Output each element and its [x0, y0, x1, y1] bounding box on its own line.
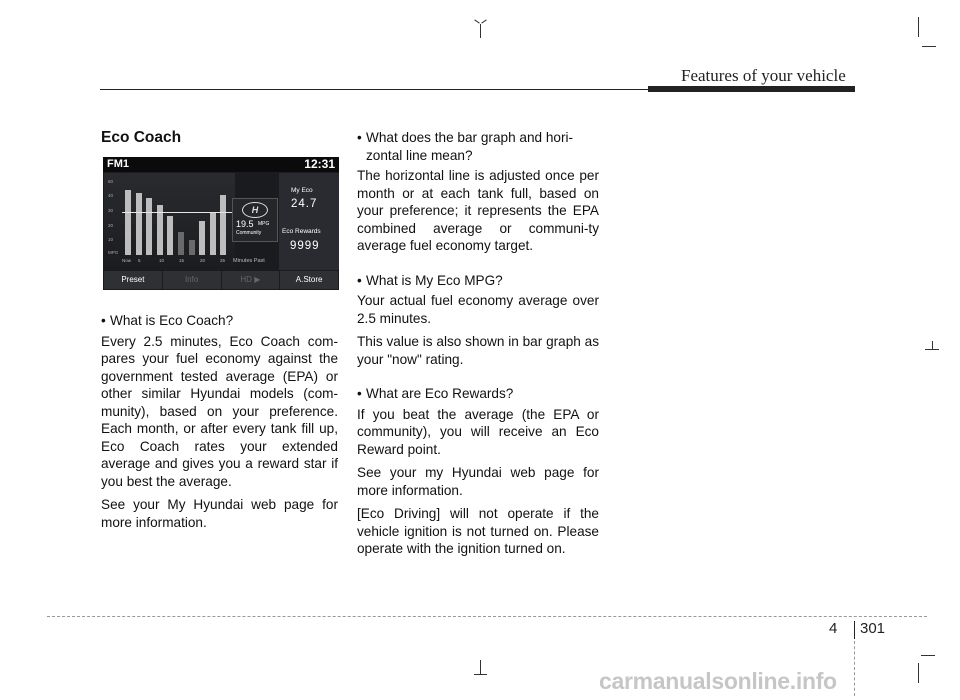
x-tick: 15	[179, 258, 185, 263]
eco-coach-screen	[103, 157, 339, 290]
crop-mark-bottom-v	[480, 660, 481, 674]
crop-mark-top-v	[480, 24, 481, 38]
graph-bar	[136, 193, 142, 255]
bullet-icon: •	[101, 313, 106, 328]
target-line	[122, 212, 234, 213]
paragraph: Every 2.5 minutes, Eco Coach com-pares your fuel economy against the government tested average (EPA) or other similar Hyundai models (com-munity), based on your preference. Each month, or after every tank fill up, Eco Coach rates your extended average and gives you a reward star if you best the average.	[101, 333, 338, 489]
bullet-item	[357, 272, 599, 290]
eco-panel	[279, 173, 339, 270]
mpg-bar-graph	[104, 173, 235, 270]
badge-value: 19.5	[236, 219, 254, 229]
community-badge	[232, 198, 278, 242]
paragraph: See your My Hyundai web page for more information.	[101, 497, 338, 530]
info-button[interactable]: Info	[163, 271, 221, 289]
bullet-item	[357, 385, 599, 403]
crop-mark-right-h	[925, 349, 939, 350]
crop-mark-br-v	[918, 663, 919, 683]
page-number-divider	[854, 621, 855, 639]
right-column	[357, 129, 599, 558]
paragraph: Your actual fuel economy average over 2.5 minutes.	[357, 293, 599, 326]
x-tick: 20	[200, 258, 206, 263]
preset-button[interactable]: Preset	[104, 271, 162, 289]
question-text: What is Eco Coach?	[110, 313, 234, 328]
badge-label: Community	[236, 230, 262, 236]
crop-mark-right-v	[932, 341, 933, 349]
bullet-item	[101, 312, 338, 330]
crop-mark-bottom-h	[474, 674, 487, 675]
paragraph: This value is also shown in bar graph as your "now" rating.	[357, 334, 599, 367]
eco-rewards-label: Eco Rewards	[282, 228, 321, 235]
crop-mark-tr-h	[922, 46, 936, 47]
eco-rewards-value: 9999	[290, 240, 320, 252]
crop-mark-br-h	[921, 655, 935, 656]
my-eco-label: My Eco	[291, 187, 313, 194]
graph-bar	[210, 212, 216, 255]
y-axis-unit: MPG	[108, 250, 119, 255]
my-eco-value: 24.7	[291, 198, 318, 210]
graph-bar	[178, 232, 184, 255]
screen-station: FM1	[107, 158, 129, 170]
header-bar	[648, 86, 855, 92]
watermark: carmanualsonline.info	[599, 668, 837, 694]
bullet-icon: •	[357, 272, 362, 288]
paragraph: The horizontal line is adjusted once per month or at each tank full, based on your preference; it represents the EPA combined average or communi-ty average fuel economy target.	[357, 168, 599, 253]
section-title: Eco Coach	[101, 129, 182, 146]
graph-bar	[125, 190, 131, 255]
y-tick: 30	[108, 208, 114, 213]
page-number: 301	[860, 620, 886, 637]
x-tick: 5	[138, 258, 141, 263]
x-tick: Now	[122, 258, 132, 263]
paragraph: [Eco Driving] will not operate if the vehicle ignition is not turned on. Please operate with the ignition turned on.	[357, 506, 599, 556]
hd-button[interactable]	[222, 271, 280, 289]
screen-status-bar	[103, 157, 339, 172]
graph-bar	[220, 195, 226, 255]
bullet-icon: •	[357, 130, 362, 145]
y-tick: 20	[108, 223, 114, 228]
bullet-item	[357, 129, 599, 164]
bullet-icon: •	[357, 386, 362, 401]
header-title: Features of your vehicle	[681, 66, 846, 85]
crop-mark-tr-v	[918, 17, 919, 37]
question-text: What is My Eco MPG?	[366, 272, 503, 288]
graph-bar	[146, 198, 152, 255]
hyundai-logo-icon: H	[242, 202, 268, 218]
crop-mark-top-r	[481, 19, 486, 23]
y-tick: 60	[108, 179, 114, 184]
x-axis-label: Minutes Past	[233, 258, 265, 264]
footer-rule	[47, 616, 927, 617]
graph-bar	[199, 221, 205, 255]
question-text: What are Eco Rewards?	[366, 386, 514, 401]
badge-unit: MPG	[258, 221, 270, 227]
x-tick: 25	[220, 258, 226, 263]
screen-button-bar	[104, 271, 338, 289]
graph-bar	[189, 240, 195, 255]
left-column	[101, 312, 338, 531]
question-text: What does the bar graph and hori-zontal line mean?	[366, 130, 574, 163]
crop-mark-top-l	[474, 19, 479, 23]
footer-vertical-rule	[854, 641, 855, 696]
y-tick: 10	[108, 237, 114, 242]
paragraph: See your my Hyundai web page for more information.	[357, 465, 599, 498]
play-icon: ▶	[254, 275, 261, 284]
hd-button-label: HD	[240, 275, 252, 284]
x-tick: 10	[159, 258, 165, 263]
y-tick: 40	[108, 193, 114, 198]
graph-bar	[167, 216, 173, 255]
paragraph: If you beat the average (the EPA or community), you will receive an Eco Reward point.	[357, 406, 599, 457]
astore-button[interactable]: A.Store	[280, 271, 338, 289]
chapter-number: 4	[829, 620, 838, 637]
screen-time: 12:31	[304, 157, 335, 171]
